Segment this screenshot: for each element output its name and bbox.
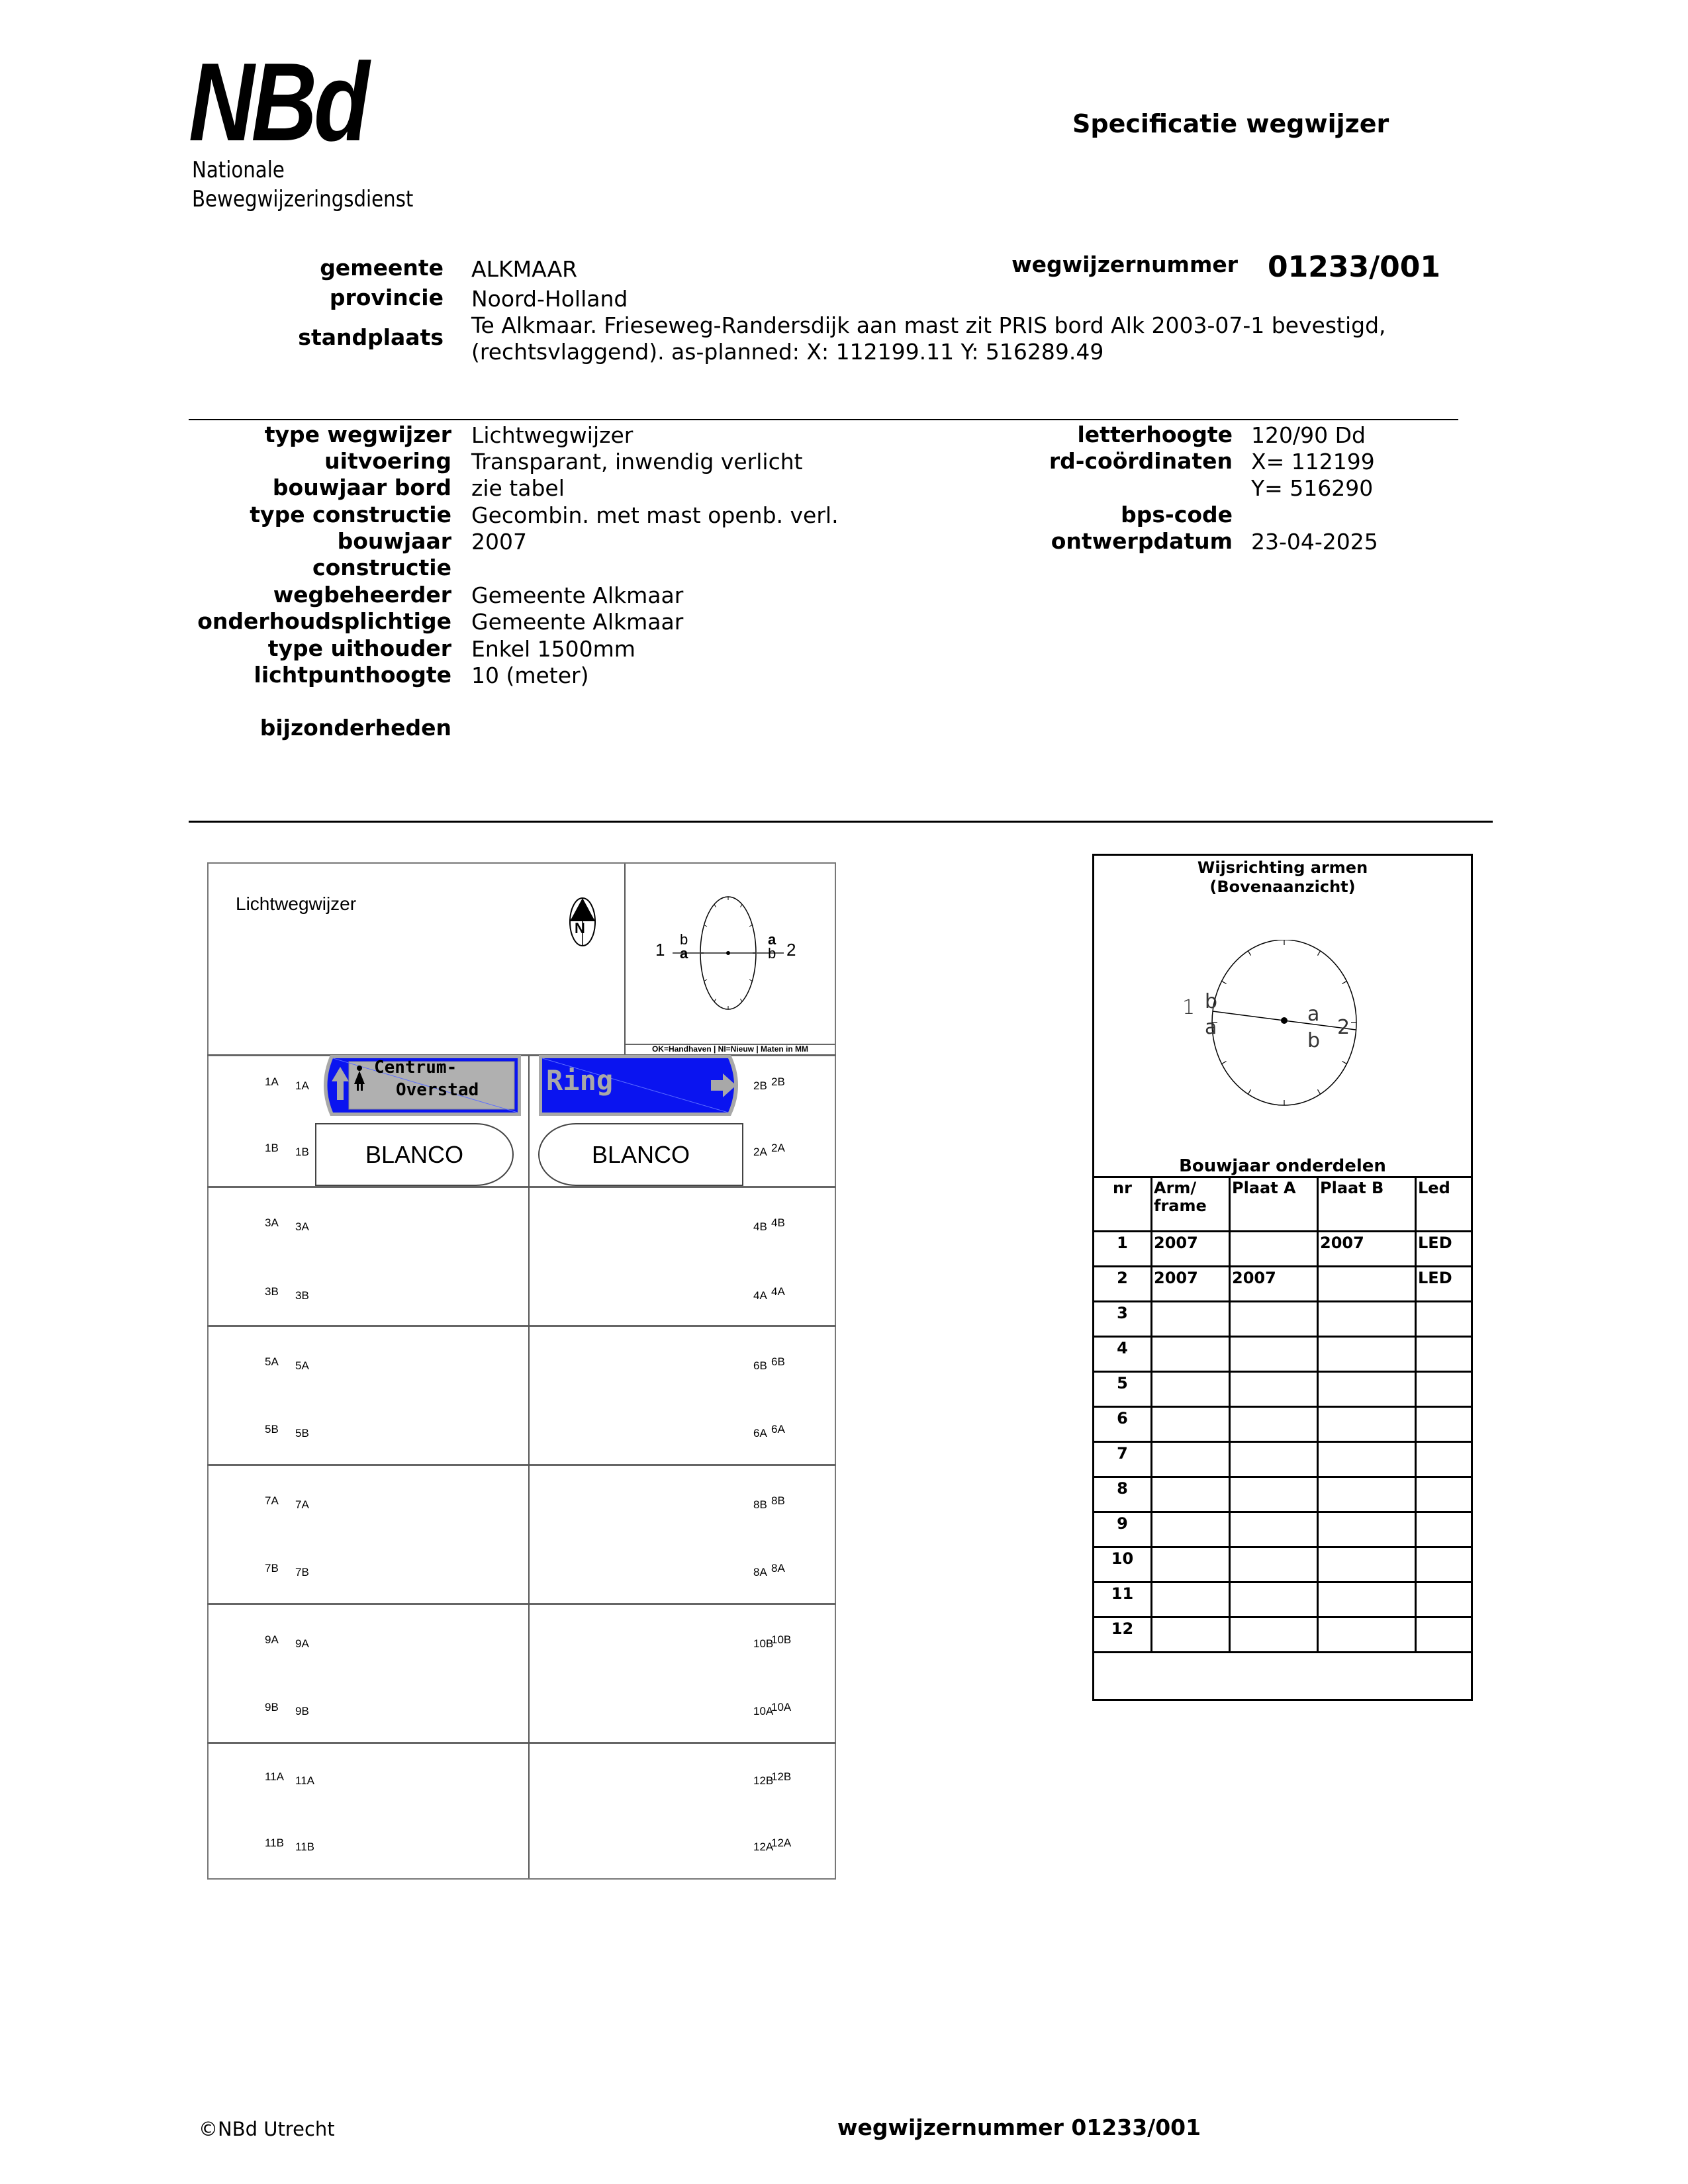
table-cell: 7 xyxy=(1094,1442,1152,1477)
slot-label-right: 2A xyxy=(753,1146,767,1158)
column-divider xyxy=(528,1056,530,1878)
wijsrichting-num-2: 2 xyxy=(1337,1016,1350,1039)
standplaats-line-1: Te Alkmaar. Frieseweg-Randersdijk aan mast zit PRIS bord Alk 2003-07-1 bevestigd, xyxy=(471,312,1386,338)
spec-value: Gemeente Alkmaar xyxy=(471,582,684,608)
slot-label-right: 12A xyxy=(771,1837,792,1849)
wijsrichting-title-1: Wijsrichting armen xyxy=(1197,858,1368,877)
dial-tick xyxy=(1342,981,1346,984)
table-cell xyxy=(1152,1582,1230,1617)
table-row xyxy=(1094,1232,1472,1267)
slot-label-left: 7B xyxy=(295,1566,309,1578)
spec-label: type uithouder xyxy=(267,635,451,661)
row-divider xyxy=(207,1186,836,1188)
dial-tick xyxy=(741,904,743,907)
table-cell xyxy=(1230,1337,1318,1372)
table-cell xyxy=(1318,1512,1416,1547)
small-dial-num-2: 2 xyxy=(786,940,796,960)
mast-center-dot xyxy=(1281,1017,1288,1024)
slot-label-right: 10B xyxy=(771,1633,792,1646)
table-cell xyxy=(1416,1582,1472,1617)
table-cell xyxy=(1318,1547,1416,1582)
slot-label-left: 9A xyxy=(265,1633,279,1646)
small-dial-a-left: a xyxy=(680,945,688,962)
rd-coordinaten-label: rd-coördinaten xyxy=(1049,448,1233,474)
row-divider xyxy=(207,1325,836,1327)
slot-label-right: 4A xyxy=(753,1289,767,1302)
table-cell xyxy=(1416,1442,1472,1477)
table-cell xyxy=(1416,1337,1472,1372)
slot-label-left: 9B xyxy=(265,1701,279,1713)
table-cell: 2007 xyxy=(1318,1232,1416,1267)
slot-label-right: 6B xyxy=(753,1359,767,1372)
table-row xyxy=(1094,1337,1472,1372)
footer-wegwijzernummer: wegwijzernummer 01233/001 xyxy=(837,2115,1201,2140)
sign-1a-line-2: Overstad xyxy=(396,1080,479,1100)
north-arrow-triangle xyxy=(570,898,595,921)
letterhoogte-value: 120/90 Dd xyxy=(1251,422,1366,448)
table-cell xyxy=(1230,1512,1318,1547)
slot-label-right: 12A xyxy=(753,1841,774,1853)
table-cell xyxy=(1230,1547,1318,1582)
wegwijzernummer-value: 01233/001 xyxy=(1268,250,1440,284)
gemeente-label: gemeente xyxy=(320,255,444,281)
spec-label: lichtpunthoogte xyxy=(254,662,451,688)
dial-tick xyxy=(749,925,752,927)
dial-tick xyxy=(1342,1062,1346,1064)
spec-value: zie tabel xyxy=(471,475,565,501)
table-cell xyxy=(1152,1617,1230,1653)
row-divider xyxy=(207,1742,836,1744)
table-cell xyxy=(1152,1512,1230,1547)
dial-tick xyxy=(704,925,707,927)
slot-label-right: 6A xyxy=(753,1427,767,1439)
table-cell: 3 xyxy=(1094,1302,1152,1337)
spec-label: bouwjaar bord xyxy=(272,475,451,500)
table-header-cell: Plaat B xyxy=(1318,1177,1416,1232)
table-row xyxy=(1094,1477,1472,1512)
table-cell xyxy=(1318,1582,1416,1617)
table-header-cell: Plaat A xyxy=(1230,1177,1318,1232)
slot-label-left: 9B xyxy=(295,1705,309,1717)
rd-y-value: Y= 516290 xyxy=(1251,475,1374,501)
standplaats-line-2: (rechtsvlaggend). as-planned: X: 112199.11 Y: 516289.49 xyxy=(471,339,1104,365)
table-cell xyxy=(1230,1617,1318,1653)
table-cell: 2 xyxy=(1094,1267,1152,1302)
table-cell xyxy=(1152,1547,1230,1582)
nbd-logo-mark: NBd xyxy=(189,40,367,164)
drawing-legend: OK=Handhaven | NI=Nieuw | Maten in MM xyxy=(651,1044,809,1054)
table-row xyxy=(1094,1407,1472,1442)
table-cell xyxy=(1416,1372,1472,1407)
table-cell xyxy=(1318,1302,1416,1337)
table-row xyxy=(1094,1267,1472,1302)
gemeente-value: ALKMAAR xyxy=(471,256,578,282)
table-row xyxy=(1094,1547,1472,1582)
table-cell xyxy=(1318,1372,1416,1407)
wijsrichting-b-right: b xyxy=(1307,1029,1321,1052)
wijsrichting-a-right: a xyxy=(1307,1003,1320,1026)
wijsrichting-b-left: b xyxy=(1205,990,1218,1013)
rd-x-value: X= 112199 xyxy=(1251,449,1375,475)
table-cell xyxy=(1416,1477,1472,1512)
drawing-title: Lichtwegwijzer xyxy=(236,893,357,914)
table-row xyxy=(1094,1372,1472,1407)
slot-label-right: 12B xyxy=(753,1774,774,1787)
table-row xyxy=(1094,1302,1472,1337)
bijzonderheden-label: bijzonderheden xyxy=(259,715,451,741)
spec-label: bouwjaar xyxy=(337,528,451,554)
table-cell: 2007 xyxy=(1230,1267,1318,1302)
spec-label: uitvoering xyxy=(324,448,451,474)
table-cell: 12 xyxy=(1094,1617,1152,1653)
standplaats-label: standplaats xyxy=(298,324,444,350)
spec-value: 10 (meter) xyxy=(471,662,589,688)
dial-tick xyxy=(714,904,716,907)
table-cell: 5 xyxy=(1094,1372,1152,1407)
divider-top xyxy=(189,419,1458,420)
table-cell xyxy=(1230,1442,1318,1477)
bouwjaar-onderdelen-table xyxy=(1092,1176,1473,1653)
table-cell xyxy=(1416,1512,1472,1547)
north-label: N xyxy=(575,920,585,936)
blanco-text: BLANCO xyxy=(591,1140,690,1168)
slot-label-left: 7A xyxy=(295,1498,309,1511)
provincie-value: Noord-Holland xyxy=(471,286,628,312)
slot-label-left: 5B xyxy=(295,1427,309,1439)
slot-label-right: 8A xyxy=(771,1562,785,1574)
slot-label-right: 2B xyxy=(771,1075,785,1088)
bouwjaar-onderdelen-title: Bouwjaar onderdelen xyxy=(1179,1156,1386,1176)
table-cell xyxy=(1152,1372,1230,1407)
spec-value: Gecombin. met mast openb. verl. xyxy=(471,502,839,528)
slot-label-left: 1B xyxy=(295,1146,309,1158)
small-dial-num-1: 1 xyxy=(655,940,665,960)
dial-tick xyxy=(714,999,716,1001)
table-cell xyxy=(1416,1547,1472,1582)
slot-label-left: 3A xyxy=(265,1216,279,1229)
blanco-text: BLANCO xyxy=(365,1140,464,1168)
slot-label-right: 4A xyxy=(771,1285,785,1298)
wijsrichting-title-2: (Bovenaanzicht) xyxy=(1209,878,1356,896)
spec-value: Transparant, inwendig verlicht xyxy=(471,449,803,475)
table-row xyxy=(1094,1512,1472,1547)
table-header-cell: Arm/ frame xyxy=(1152,1177,1230,1232)
table-cell: 1 xyxy=(1094,1232,1152,1267)
table-header-cell: nr xyxy=(1094,1177,1152,1232)
ontwerpdatum-label: ontwerpdatum xyxy=(1051,528,1233,554)
table-cell xyxy=(1230,1302,1318,1337)
slot-label-left: 11A xyxy=(265,1770,284,1783)
dial-tick xyxy=(1318,1089,1321,1094)
dial-tick xyxy=(1248,951,1251,956)
drawing-header-divider xyxy=(624,864,626,1056)
slot-label-right: 2B xyxy=(753,1079,767,1092)
slot-label-right: 2A xyxy=(771,1142,785,1154)
table-cell xyxy=(1152,1337,1230,1372)
dial-tick xyxy=(749,979,752,981)
slot-label-right: 12B xyxy=(771,1770,792,1783)
table-cell: 9 xyxy=(1094,1512,1152,1547)
provincie-label: provincie xyxy=(329,285,444,310)
table-cell xyxy=(1318,1407,1416,1442)
slot-label-left: 5A xyxy=(295,1359,309,1372)
small-dial-a-right: a xyxy=(768,931,776,948)
sign-2b-text: Ring xyxy=(546,1064,614,1097)
wegwijzernummer-label: wegwijzernummer xyxy=(1011,251,1238,277)
slot-label-left: 1A xyxy=(265,1075,279,1088)
table-cell xyxy=(1416,1302,1472,1337)
spec-label: type wegwijzer xyxy=(264,422,451,447)
spec-label: constructie xyxy=(312,555,451,580)
table-cell xyxy=(1318,1267,1416,1302)
table-cell xyxy=(1230,1407,1318,1442)
bps-code-label: bps-code xyxy=(1121,502,1233,527)
dial-tick xyxy=(1248,1089,1251,1094)
table-row xyxy=(1094,1617,1472,1653)
slot-label-right: 6B xyxy=(771,1355,785,1368)
small-dial-b-left: b xyxy=(680,931,688,948)
table-cell: 4 xyxy=(1094,1337,1152,1372)
table-cell: 2007 xyxy=(1152,1232,1230,1267)
ontwerpdatum-value: 23-04-2025 xyxy=(1251,529,1378,555)
table-header-row xyxy=(1094,1177,1472,1232)
table-cell xyxy=(1318,1442,1416,1477)
slot-label-left: 7B xyxy=(265,1562,279,1574)
slot-label-right: 10A xyxy=(753,1705,774,1717)
logo-line-2: Bewegwijzeringsdienst xyxy=(192,186,414,212)
slot-label-right: 8B xyxy=(771,1494,785,1507)
table-row xyxy=(1094,1442,1472,1477)
slot-label-right: 4B xyxy=(771,1216,785,1229)
slot-label-right: 10B xyxy=(753,1637,774,1650)
slot-label-left: 9A xyxy=(295,1637,309,1650)
slot-label-right: 8A xyxy=(753,1566,767,1578)
spec-label: type constructie xyxy=(250,502,451,527)
table-header-cell: Led xyxy=(1416,1177,1472,1232)
dial-tick xyxy=(1318,951,1321,956)
slot-label-right: 4B xyxy=(753,1220,767,1233)
slot-label-right: 6A xyxy=(771,1423,785,1435)
table-cell xyxy=(1152,1477,1230,1512)
sign-1b-blanco xyxy=(315,1123,514,1186)
spec-value: 2007 xyxy=(471,529,527,555)
dial-tick xyxy=(741,999,743,1001)
table-cell xyxy=(1230,1477,1318,1512)
dial-tick xyxy=(1222,981,1227,984)
table-cell: 6 xyxy=(1094,1407,1152,1442)
letterhoogte-label: letterhoogte xyxy=(1077,422,1233,447)
table-cell: LED xyxy=(1416,1232,1472,1267)
table-cell xyxy=(1152,1407,1230,1442)
slot-label-right: 8B xyxy=(753,1498,767,1511)
table-cell xyxy=(1230,1582,1318,1617)
table-cell xyxy=(1230,1372,1318,1407)
slot-label-left: 3B xyxy=(295,1289,309,1302)
spec-value: Enkel 1500mm xyxy=(471,636,635,662)
wijsrichting-a-left: a xyxy=(1205,1016,1217,1039)
dial-tick xyxy=(704,979,707,981)
slot-label-left: 1B xyxy=(265,1142,279,1154)
divider-bottom xyxy=(189,821,1493,823)
table-row xyxy=(1094,1582,1472,1617)
footer-copyright: ©NBd Utrecht xyxy=(199,2118,335,2140)
sign-1a-line-1: Centrum- xyxy=(374,1058,457,1077)
dial-tick xyxy=(1222,1062,1227,1064)
slot-label-left: 1A xyxy=(295,1079,309,1092)
slot-label-left: 5A xyxy=(265,1355,279,1368)
wijsrichting-num-1: 1 xyxy=(1182,996,1196,1019)
spec-label: onderhoudsplichtige xyxy=(197,608,451,634)
slot-label-left: 3B xyxy=(265,1285,279,1298)
row-divider xyxy=(207,1464,836,1466)
table-cell xyxy=(1318,1617,1416,1653)
spec-value: Gemeente Alkmaar xyxy=(471,609,684,635)
table-cell xyxy=(1318,1477,1416,1512)
table-cell xyxy=(1416,1617,1472,1653)
spec-value: Lichtwegwijzer xyxy=(471,422,633,448)
table-cell xyxy=(1152,1442,1230,1477)
slot-label-left: 11B xyxy=(295,1841,314,1853)
slot-label-left: 7A xyxy=(265,1494,279,1507)
slot-label-left: 11A xyxy=(295,1774,314,1787)
slot-label-left: 3A xyxy=(295,1220,309,1233)
table-cell xyxy=(1416,1407,1472,1442)
table-cell xyxy=(1230,1232,1318,1267)
spec-label: wegbeheerder xyxy=(273,582,451,608)
table-cell xyxy=(1152,1302,1230,1337)
table-cell: 10 xyxy=(1094,1547,1152,1582)
table-cell: 2007 xyxy=(1152,1267,1230,1302)
slot-label-right: 10A xyxy=(771,1701,792,1713)
table-cell: 11 xyxy=(1094,1582,1152,1617)
table-cell: 8 xyxy=(1094,1477,1152,1512)
slot-label-left: 5B xyxy=(265,1423,279,1435)
table-cell xyxy=(1318,1337,1416,1372)
document-title: Specificatie wegwijzer xyxy=(1072,109,1389,138)
table-cell: LED xyxy=(1416,1267,1472,1302)
small-dial-b-right: b xyxy=(768,945,776,962)
sign-2a-blanco xyxy=(538,1123,743,1186)
row-divider xyxy=(207,1603,836,1605)
slot-label-left: 11B xyxy=(265,1837,284,1849)
logo-line-1: Nationale xyxy=(192,157,285,183)
